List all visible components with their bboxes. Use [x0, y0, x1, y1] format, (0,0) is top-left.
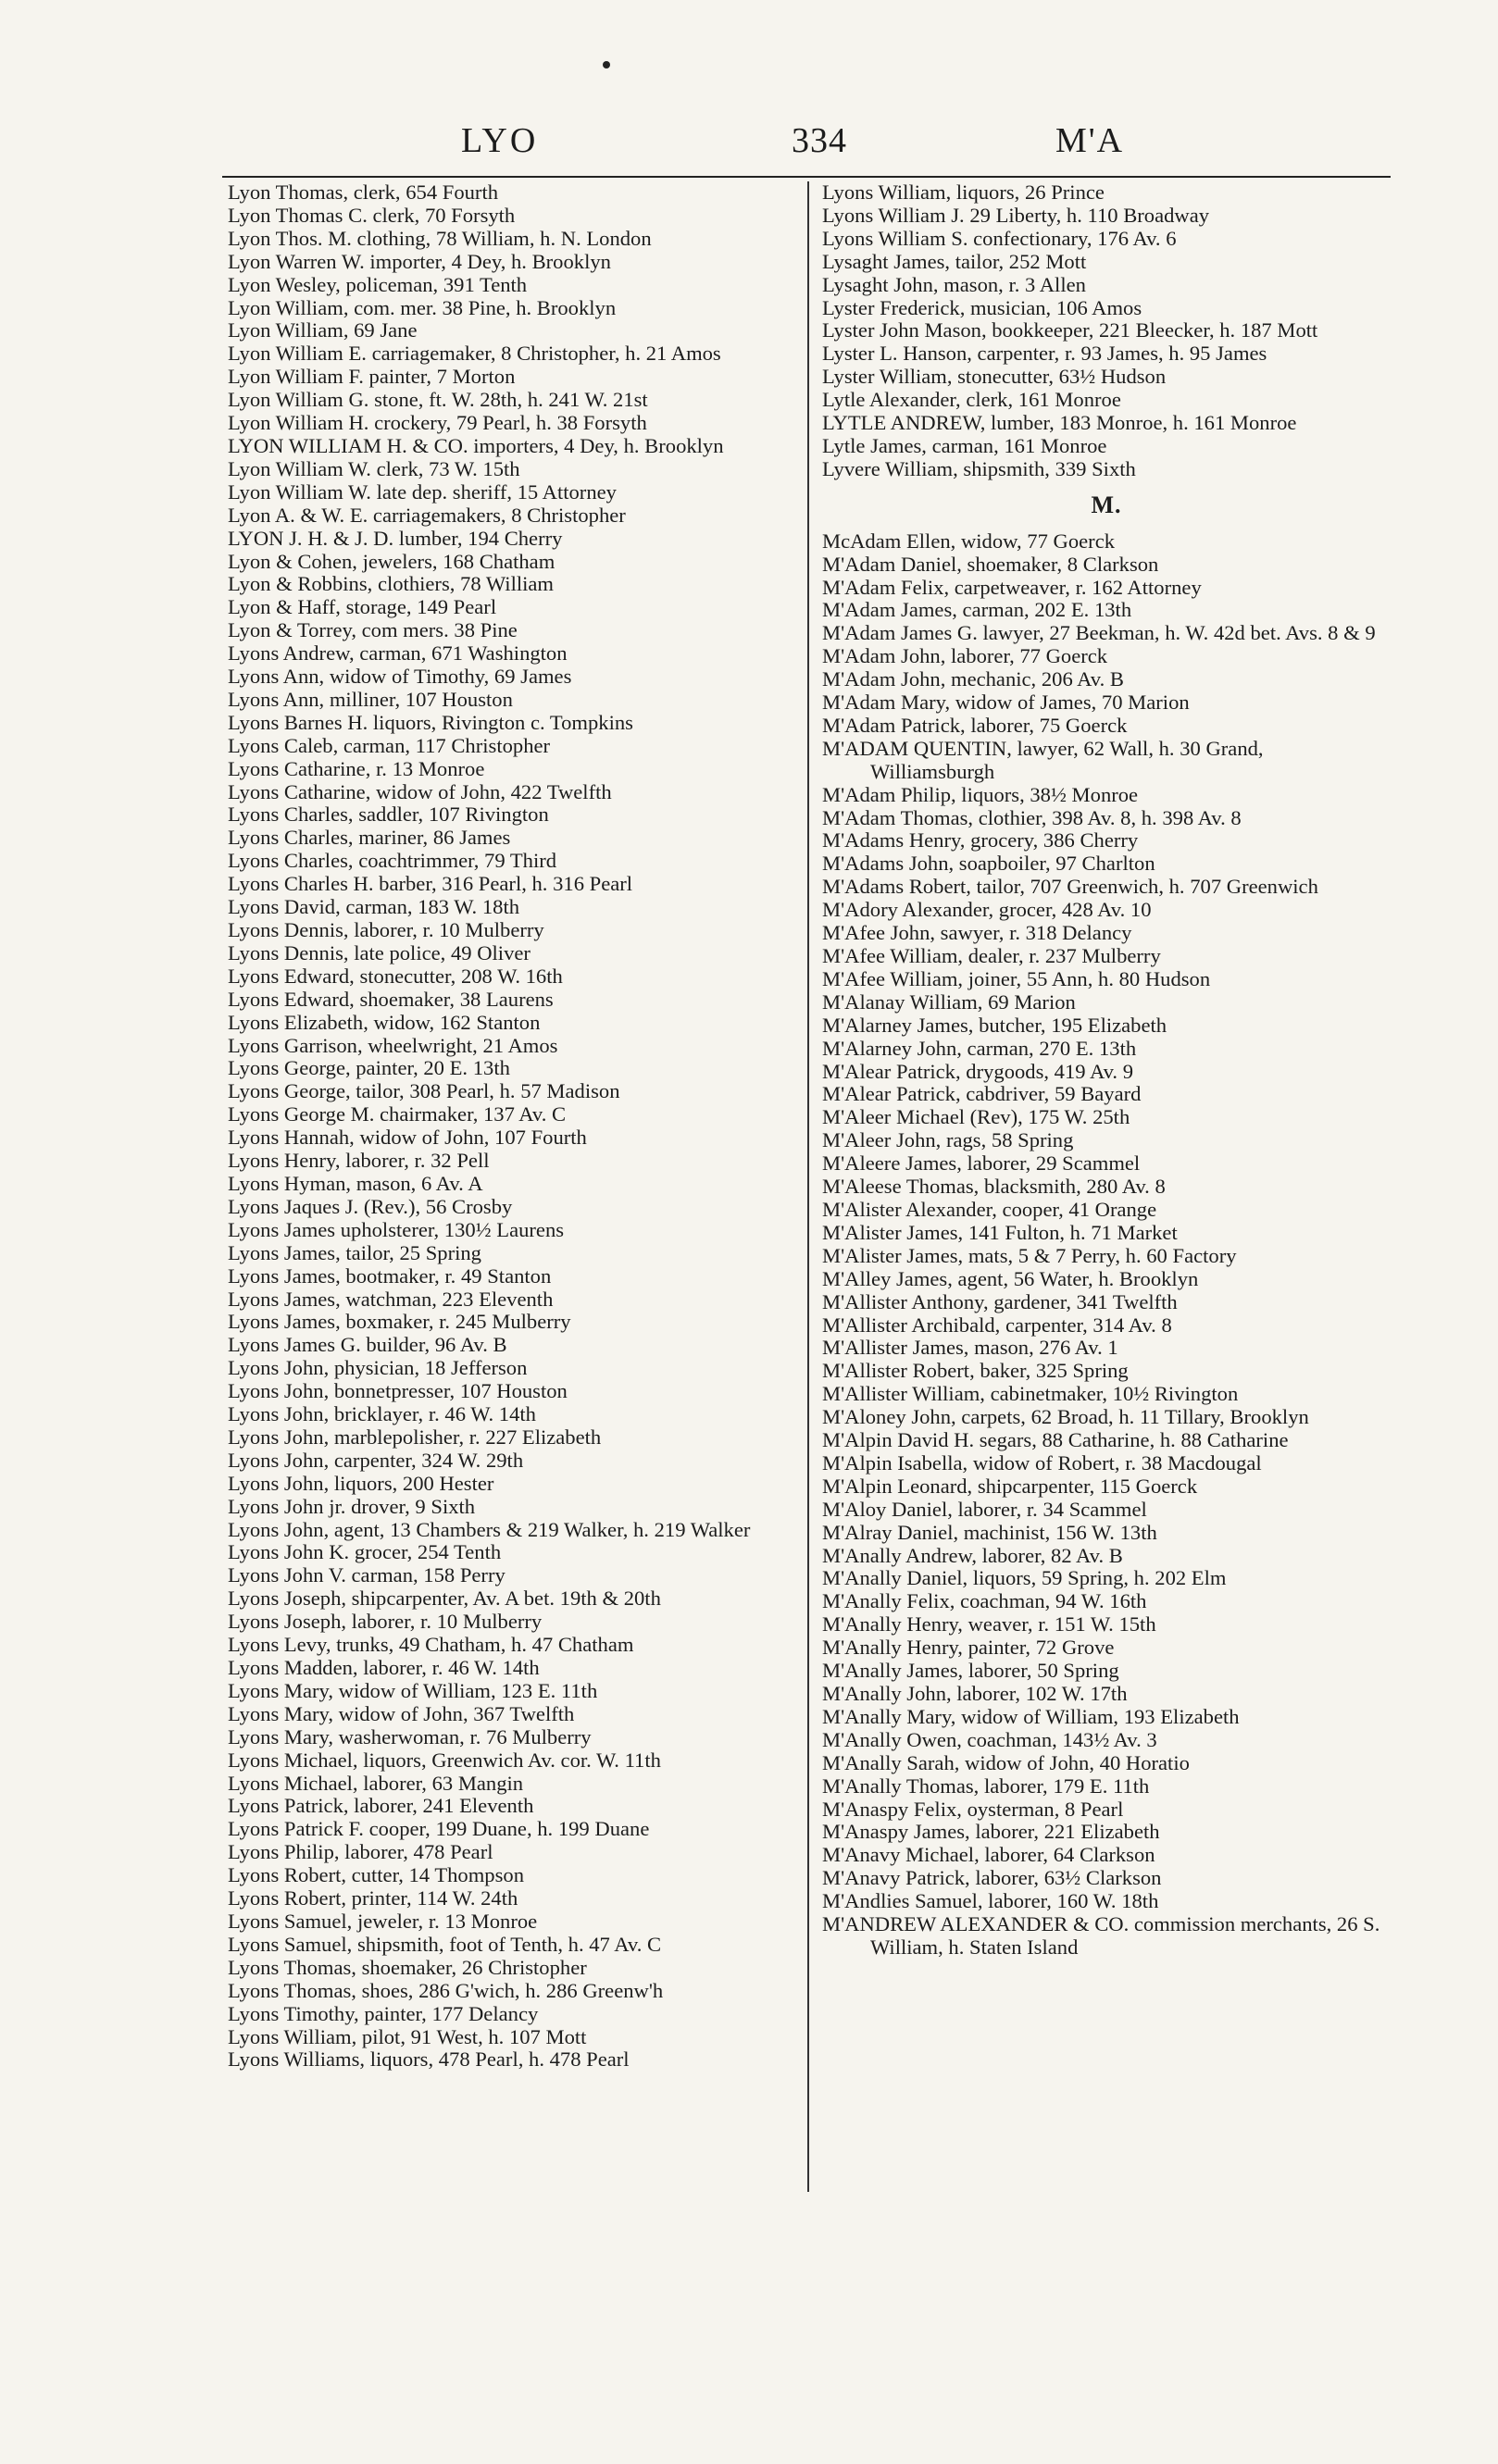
directory-entry: McAdam Ellen, widow, 77 Goerck: [822, 529, 1116, 553]
directory-entry: Lyons Henry, laborer, r. 32 Pell: [228, 1149, 490, 1173]
directory-entry: Lyons George, tailor, 308 Pearl, h. 57 Madison: [228, 1079, 620, 1103]
directory-entry: M'Adam Thomas, clothier, 398 Av. 8, h. 398 Av. 8: [822, 805, 1242, 829]
directory-entry: Lyons William, liquors, 26 Prince: [822, 180, 1105, 204]
left-column: [228, 181, 798, 2072]
directory-entry: M'Anally Henry, painter, 72 Grove: [822, 1636, 1115, 1660]
directory-entry: Lyons Williams, liquors, 478 Pearl, h. 478 Pearl: [228, 2047, 630, 2072]
directory-entry: M'Anaspy James, laborer, 221 Elizabeth: [822, 1820, 1160, 1844]
directory-entry: Lyon William, 69 Jane: [228, 318, 418, 342]
directory-entry: Lyon William W. late dep. sheriff, 15 Attorney: [228, 479, 617, 504]
directory-entry: Lytle James, carman, 161 Monroe: [822, 433, 1107, 457]
directory-entry: M'Aleer John, rags, 58 Spring: [822, 1128, 1074, 1152]
directory-entry: Lyons Hannah, widow of John, 107 Fourth: [228, 1126, 587, 1150]
directory-entry: Lyons Catharine, widow of John, 422 Twelfth: [228, 779, 612, 803]
directory-entry: Lyons Jaques J. (Rev.), 56 Crosby: [228, 1194, 513, 1218]
directory-entry: Lyon Thomas, clerk, 654 Fourth: [228, 180, 499, 204]
directory-entry: Lyons Madden, laborer, r. 46 W. 14th: [228, 1656, 540, 1679]
directory-entry: Lyons Dennis, late police, 49 Oliver: [228, 940, 531, 964]
directory-entry: Lyster L. Hanson, carpenter, r. 93 James, h. 95 James: [822, 342, 1267, 366]
directory-entry: Lyons Dennis, laborer, r. 10 Mulberry: [228, 918, 544, 941]
directory-entry: Lyons Charles, mariner, 86 James: [228, 826, 511, 850]
directory-entry: Lyons John K. grocer, 254 Tenth: [228, 1540, 502, 1564]
right-column: [822, 181, 1391, 1960]
directory-entry: Lyons Charles, saddler, 107 Rivington: [228, 803, 549, 827]
directory-entry: M'Allister Archibald, carpenter, 314 Av. 8: [822, 1313, 1172, 1337]
directory-entry: M'Adam John, laborer, 77 Goerck: [822, 644, 1108, 668]
directory-entry: M'Anally Sarah, widow of John, 40 Horatio: [822, 1750, 1190, 1774]
directory-entry: M'Adam Patrick, laborer, 75 Goerck: [822, 713, 1128, 737]
directory-entry: M'Anally James, laborer, 50 Spring: [822, 1659, 1119, 1683]
directory-entry: Lyons John, liquors, 200 Hester: [228, 1471, 494, 1495]
directory-entry: M'Andlies Samuel, laborer, 160 W. 18th: [822, 1889, 1159, 1913]
directory-entry: Lyster John Mason, bookkeeper, 221 Bleecker, h. 187 Mott: [822, 318, 1318, 342]
directory-entry: Lyons John, bricklayer, r. 46 W. 14th: [228, 1402, 536, 1426]
directory-entry: M'Anally Felix, coachman, 94 W. 16th: [822, 1589, 1147, 1613]
directory-entry: M'Adam James G. lawyer, 27 Beekman, h. W. 42d bet. Avs. 8 & 9: [822, 621, 1376, 645]
directory-entry: Lyons James, watchman, 223 Eleventh: [228, 1287, 554, 1311]
directory-entry: M'Aloney John, carpets, 62 Broad, h. 11 Tillary, Brooklyn: [822, 1405, 1309, 1429]
directory-entry: Lyons Robert, cutter, 14 Thompson: [228, 1863, 524, 1887]
directory-entry: M'Alray Daniel, machinist, 156 W. 13th: [822, 1520, 1157, 1544]
ink-dot: [603, 61, 610, 68]
directory-entry: M'Anally Mary, widow of William, 193 Elizabeth: [822, 1704, 1240, 1728]
directory-entry: M'Alear Patrick, drygoods, 419 Av. 9: [822, 1059, 1134, 1083]
directory-entry: M'Anally Henry, weaver, r. 151 W. 15th: [822, 1612, 1156, 1636]
directory-entry: Lyons Thomas, shoes, 286 G'wich, h. 286 Greenw'h: [228, 1978, 664, 2002]
directory-entry: Lyons Patrick, laborer, 241 Eleventh: [228, 1794, 534, 1818]
directory-entry: M'Afee William, joiner, 55 Ann, h. 80 Hudson: [822, 966, 1211, 990]
directory-entry: Lyons Michael, laborer, 63 Mangin: [228, 1771, 524, 1795]
directory-entry: M'Anally Thomas, laborer, 179 E. 11th: [822, 1773, 1150, 1798]
directory-entry: M'Aleese Thomas, blacksmith, 280 Av. 8: [822, 1175, 1166, 1199]
directory-entry: Lyons John, physician, 18 Jefferson: [228, 1356, 528, 1380]
directory-entry: M'Adam Daniel, shoemaker, 8 Clarkson: [822, 552, 1159, 576]
directory-entry: M'Anaspy Felix, oysterman, 8 Pearl: [822, 1797, 1124, 1821]
page-header: [222, 118, 1389, 174]
directory-entry: Lyons William J. 29 Liberty, h. 110 Broadway: [822, 203, 1210, 227]
directory-entry: Lyons Michael, liquors, Greenwich Av. cor. W. 11th: [228, 1748, 661, 1772]
directory-entry: Lyons Barnes H. liquors, Rivington c. Tompkins: [228, 710, 633, 734]
directory-entry: Lyons George, painter, 20 E. 13th: [228, 1056, 510, 1080]
directory-entry: Lyons Levy, trunks, 49 Chatham, h. 47 Chatham: [228, 1633, 634, 1657]
directory-entry: Lyons Joseph, laborer, r. 10 Mulberry: [228, 1610, 543, 1634]
directory-entry: M'Afee John, sawyer, r. 318 Delancy: [822, 921, 1132, 945]
directory-entry: Lyons Hyman, mason, 6 Av. A: [228, 1171, 483, 1195]
directory-entry: M'Adam Mary, widow of James, 70 Marion: [822, 691, 1190, 715]
directory-entry: M'Aleer Michael (Rev), 175 W. 25th: [822, 1105, 1130, 1129]
directory-entry: M'Alister Alexander, cooper, 41 Orange: [822, 1197, 1157, 1221]
directory-entry: Lyons Mary, widow of William, 123 E. 11th: [228, 1678, 598, 1702]
directory-entry: M'Adams Henry, grocery, 386 Cherry: [822, 828, 1139, 852]
directory-entry: M'Adams John, soapboiler, 97 Charlton: [822, 852, 1155, 876]
directory-entry: Lyons Ann, milliner, 107 Houston: [228, 687, 513, 711]
directory-entry: M'Allister James, mason, 276 Av. 1: [822, 1336, 1118, 1360]
directory-entry: Lytle Alexander, clerk, 161 Monroe: [822, 388, 1121, 412]
directory-entry: Lyons Samuel, shipsmith, foot of Tenth, h. 47 Av. C: [228, 1932, 662, 1956]
directory-entry: Lyon William H. crockery, 79 Pearl, h. 38 Forsyth: [228, 411, 647, 435]
directory-entry: Lysaght James, tailor, 252 Mott: [822, 249, 1087, 273]
directory-entry: Lyons James, tailor, 25 Spring: [228, 1240, 481, 1264]
directory-entry: Lysaght John, mason, r. 3 Allen: [822, 272, 1086, 296]
directory-entry: M'Allister Robert, baker, 325 Spring: [822, 1359, 1129, 1383]
directory-entry: Lyons Catharine, r. 13 Monroe: [228, 756, 485, 780]
directory-entry: Lyons David, carman, 183 W. 18th: [228, 895, 520, 919]
directory-entry: M'Anavy Patrick, laborer, 63½ Clarkson: [822, 1866, 1162, 1890]
directory-entry: M'Anally John, laborer, 102 W. 17th: [822, 1682, 1128, 1705]
directory-entry: Lyons William S. confectionary, 176 Av. 6: [822, 226, 1177, 250]
directory-entry: M'Alister James, 141 Fulton, h. 71 Market: [822, 1220, 1178, 1244]
directory-entry: Lyons Edward, shoemaker, 38 Laurens: [228, 987, 554, 1011]
directory-entry: M'Adory Alexander, grocer, 428 Av. 10: [822, 898, 1152, 922]
directory-entry: M'Alley James, agent, 56 Water, h. Brooklyn: [822, 1266, 1199, 1290]
directory-entry: Lyons Andrew, carman, 671 Washington: [228, 641, 568, 666]
header-left-guide: LYO: [461, 121, 539, 160]
directory-entry: Lyons William, pilot, 91 West, h. 107 Mott: [228, 2024, 587, 2048]
directory-entry: Lyons James upholsterer, 130½ Laurens: [228, 1217, 565, 1241]
directory-entry: Lyvere William, shipsmith, 339 Sixth: [822, 456, 1136, 480]
section-heading: M.: [1091, 491, 1122, 518]
directory-entry: Lyons John, marblepolisher, r. 227 Elizabeth: [228, 1425, 602, 1449]
directory-entry: Lyons Thomas, shoemaker, 26 Christopher: [228, 1955, 587, 1979]
directory-entry: M'ANDREW ALEXANDER & CO. commission merchants, 26 S. William, h. Staten Island: [822, 1912, 1380, 1959]
directory-entry: Lyons John jr. drover, 9 Sixth: [228, 1494, 476, 1518]
directory-entry: Lyon & Robbins, clothiers, 78 William: [228, 572, 555, 596]
directory-entry: M'Alpin David H. segars, 88 Catharine, h. 88 Catharine: [822, 1428, 1289, 1452]
directory-entry: M'Aloy Daniel, laborer, r. 34 Scammel: [822, 1497, 1147, 1521]
directory-entry: Lyon Warren W. importer, 4 Dey, h. Brooklyn: [228, 249, 611, 273]
directory-entry: Lyons John, bonnetpresser, 107 Houston: [228, 1379, 568, 1403]
directory-entry: M'Allister William, cabinetmaker, 10½ Rivington: [822, 1382, 1239, 1406]
directory-entry: Lyons Patrick F. cooper, 199 Duane, h. 199 Duane: [228, 1817, 650, 1841]
directory-entry: Lyons Caleb, carman, 117 Christopher: [228, 733, 551, 757]
directory-entry: Lyons Edward, stonecutter, 208 W. 16th: [228, 964, 563, 988]
directory-entry: Lyon & Torrey, com mers. 38 Pine: [228, 618, 518, 642]
directory-entry: M'Adam John, mechanic, 206 Av. B: [822, 667, 1124, 691]
page-number: 334: [792, 121, 847, 160]
directory-entry: Lyons George M. chairmaker, 137 Av. C: [228, 1102, 567, 1126]
directory-entry: Lyons Philip, laborer, 478 Pearl: [228, 1840, 493, 1864]
directory-entry: M'Alarney James, butcher, 195 Elizabeth: [822, 1013, 1167, 1037]
directory-entry: M'ADAM QUENTIN, lawyer, 62 Wall, h. 30 Grand, Williamsburgh: [822, 736, 1264, 783]
directory-entry: Lyon & Cohen, jewelers, 168 Chatham: [228, 549, 556, 573]
directory-entry: Lyons Samuel, jeweler, r. 13 Monroe: [228, 1909, 538, 1933]
directory-entry: M'Adam Philip, liquors, 38½ Monroe: [822, 782, 1139, 806]
directory-entry: Lyons James, boxmaker, r. 245 Mulberry: [228, 1310, 571, 1334]
directory-entry: Lyster Frederick, musician, 106 Amos: [822, 295, 1142, 319]
column-divider: [807, 181, 809, 2192]
directory-entry: M'Adam Felix, carpetweaver, r. 162 Attorney: [822, 575, 1202, 599]
directory-entry: M'Alanay William, 69 Marion: [822, 989, 1076, 1014]
directory-entry: M'Adam James, carman, 202 E. 13th: [822, 598, 1132, 622]
directory-entry: M'Aleere James, laborer, 29 Scammel: [822, 1151, 1141, 1176]
directory-entry: M'Allister Anthony, gardener, 341 Twelfth: [822, 1289, 1178, 1313]
directory-entry: Lyons Robert, printer, 114 W. 24th: [228, 1886, 518, 1910]
directory-entry: M'Anally Owen, coachman, 143½ Av. 3: [822, 1727, 1157, 1751]
directory-entry: Lyons John, agent, 13 Chambers & 219 Walker, h. 219 Walker: [228, 1517, 751, 1541]
directory-entry: Lyon Thomas C. clerk, 70 Forsyth: [228, 203, 516, 227]
directory-entry: Lyons Mary, widow of John, 367 Twelfth: [228, 1701, 575, 1725]
directory-entry: Lyon William, com. mer. 38 Pine, h. Brooklyn: [228, 295, 617, 319]
directory-entry: Lyon Wesley, policeman, 391 Tenth: [228, 272, 528, 296]
directory-entry: M'Alpin Isabella, widow of Robert, r. 38 Macdougal: [822, 1450, 1262, 1475]
directory-entry: Lyster William, stonecutter, 63½ Hudson: [822, 365, 1167, 389]
directory-entry: M'Afee William, dealer, r. 237 Mulberry: [822, 944, 1161, 967]
directory-entry: LYTLE ANDREW, lumber, 183 Monroe, h. 161 Monroe: [822, 411, 1297, 435]
directory-entry: Lyon & Haff, storage, 149 Pearl: [228, 595, 497, 619]
directory-entry: M'Alarney John, carman, 270 E. 13th: [822, 1036, 1137, 1060]
directory-entry: M'Anally Andrew, laborer, 82 Av. B: [822, 1543, 1123, 1567]
directory-entry: M'Alear Patrick, cabdriver, 59 Bayard: [822, 1082, 1142, 1106]
directory-entry: M'Alister James, mats, 5 & 7 Perry, h. 60 Factory: [822, 1243, 1237, 1267]
directory-entry: LYON J. H. & J. D. lumber, 194 Cherry: [228, 526, 563, 550]
directory-entry: Lyons Charles, coachtrimmer, 79 Third: [228, 849, 557, 873]
directory-entry: M'Anavy Michael, laborer, 64 Clarkson: [822, 1843, 1155, 1867]
header-rule: [222, 176, 1391, 178]
directory-entry: M'Alpin Leonard, shipcarpenter, 115 Goerck: [822, 1474, 1198, 1498]
directory-entry: Lyons Joseph, shipcarpenter, Av. A bet. 19th & 20th: [228, 1587, 661, 1611]
directory-entry: Lyons Ann, widow of Timothy, 69 James: [228, 665, 572, 689]
directory-entry: M'Adams Robert, tailor, 707 Greenwich, h. 707 Greenwich: [822, 875, 1318, 899]
directory-entry: Lyon William G. stone, ft. W. 28th, h. 241 W. 21st: [228, 388, 648, 412]
directory-entry: Lyons James, bootmaker, r. 49 Stanton: [228, 1263, 552, 1288]
directory-entry: Lyons Elizabeth, widow, 162 Stanton: [228, 1010, 541, 1034]
directory-entry: Lyon William E. carriagemaker, 8 Christopher, h. 21 Amos: [228, 342, 721, 366]
directory-entry: Lyons John V. carman, 158 Perry: [228, 1563, 506, 1587]
directory-entry: LYON WILLIAM H. & CO. importers, 4 Dey, h. Brooklyn: [228, 433, 724, 457]
directory-entry: Lyon William F. painter, 7 Morton: [228, 365, 516, 389]
directory-entry: Lyons Timothy, painter, 177 Delancy: [228, 2001, 539, 2025]
directory-entry: Lyons John, carpenter, 324 W. 29th: [228, 1448, 524, 1472]
directory-entry: Lyon William W. clerk, 73 W. 15th: [228, 456, 520, 480]
directory-entry: Lyons Charles H. barber, 316 Pearl, h. 316 Pearl: [228, 872, 633, 896]
directory-entry: Lyon Thos. M. clothing, 78 William, h. N. London: [228, 226, 652, 250]
right-column-top-entries: [822, 181, 1391, 481]
directory-entry: M'Anally Daniel, liquors, 59 Spring, h. 202 Elm: [822, 1566, 1227, 1590]
header-right-guide: M'A: [1055, 121, 1125, 160]
directory-entry: Lyons James G. builder, 96 Av. B: [228, 1333, 507, 1357]
directory-entry: Lyons Mary, washerwoman, r. 76 Mulberry: [228, 1724, 592, 1748]
directory-entry: Lyon A. & W. E. carriagemakers, 8 Christopher: [228, 503, 626, 527]
directory-entry: Lyons Garrison, wheelwright, 21 Amos: [228, 1033, 558, 1057]
right-column-bottom-entries: [822, 530, 1391, 1960]
